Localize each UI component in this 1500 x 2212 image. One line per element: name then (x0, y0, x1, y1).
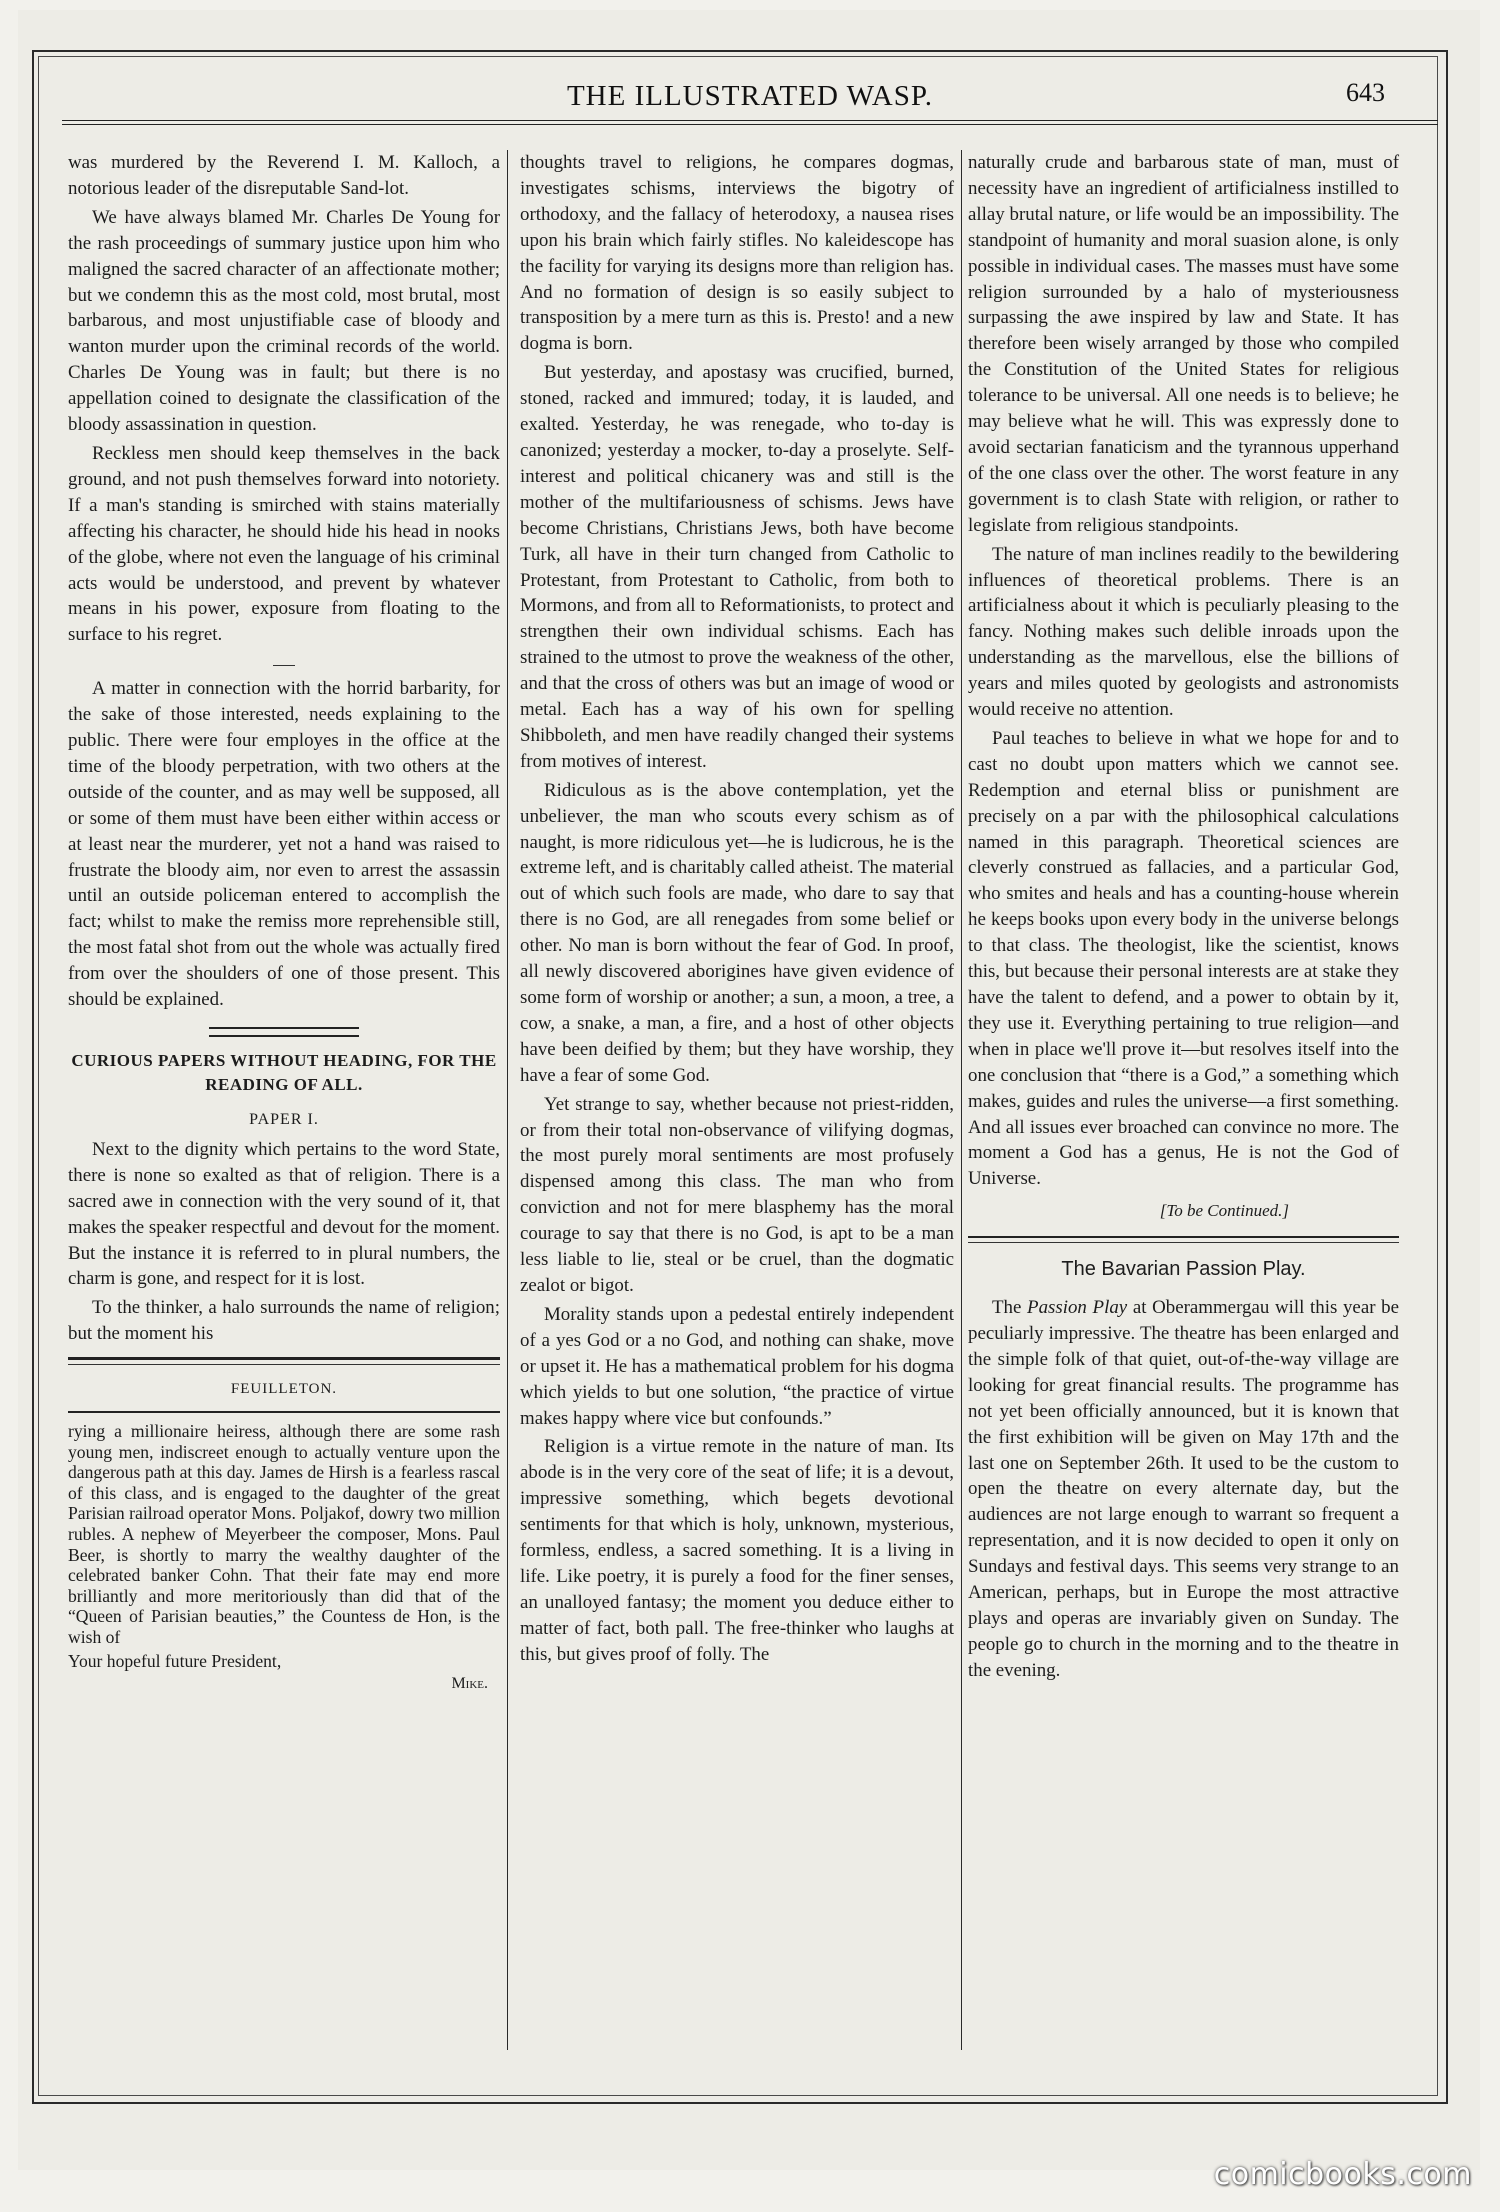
paragraph: Next to the dignity which pertains to the word State, there is none so exalted as that of religion. There is a sacred awe in connection with the very sound of it, that makes the speaker respectful and devout for the moment. But the instance it is referred to in plural numbers, the charm is gone, and respect for it is lost. (68, 1138, 500, 1290)
paragraph: But yesterday, and apostasy was crucified, burned, stoned, racked and immured; today, it is lauded, and exalted. Yesterday, he was renegade, who to-day is canonized; yesterday a mocker, to-day a proselyte. Self-interest and political chicanery was and still is the mother of the multifariousness of schisms. Jews have become Christians, Christians Jews, both have become Turk, all have in their turn changed from Catholic to Protestant, from Protestant to Catholic, from both to Mormons, and from all to Reformationists, to protect and strengthen their own individual schisms. Each has strained to the utmost to prove the weakness of the other, and that the cross of others was but an image of wood or metal. Each has a way of his own for spelling Shibboleth, and men have readily changed their systems from motives of interest. (520, 362, 954, 772)
column-divider-1 (507, 150, 508, 2050)
paragraph: A matter in connection with the horrid barbarity, for the sake of those interested, needs explaining to the public. There were four employes in the office at the time of the bloody perpetration, with two others at the outside of the counter, and as may well be supposed, all or some of them must have been either within access or at least near the murderer, yet not a hand was raised to frustrate the bloody aim, nor even to arrest the assassin until an outside policeman entered to accomplish the fact; whilst to make the remiss more reprehensible still, the most fatal shot from out the whole was actually fired from over the shoulders of one of those present. This should be explained. (68, 678, 500, 1011)
column-3 (968, 150, 1399, 1684)
short-divider (68, 652, 500, 666)
paragraph: To the thinker, a halo surrounds the name of religion; but the moment his (68, 1297, 500, 1345)
feuilleton-rule (68, 1411, 500, 1413)
paragraph: The nature of man inclines readily to the bewildering influences of theoretical problems. There is an artificialness about it which is peculiarly pleasing to the fancy. Nothing makes such delible inroads upon the understanding as the marvellous, else the billions of years and miles quoted by geologists and astronomists would receive no attention. (968, 543, 1399, 721)
paragraph: Paul teaches to believe in what we hope for and to cast no doubt upon matters which we cannot see. Redemption and eternal bliss or punishment are precisely on a par with the philosophical calculations named in this paragraph. Theoretical sciences are cleverly construed as fallacies, and a particular God, who smites and heals and has a counting-house wherein he keeps books upon every body in the universe belongs to that class. The theologist, like the scientist, knows this, but because their personal interests are at stake they have the talent to defend, and a power to obtain by it, they use it. Everything pertaining to true religion—and when in place we'll prove it—but resolves itself into the one conclusion that “there is a God,” a something which makes, guides and rules the universe—a first something. And all issues ever broached can convince no more. The moment a God has a genus, He is not the God of Universe. (968, 727, 1399, 1190)
section-heading: CURIOUS PAPERS WITHOUT HEADING, FOR THE READING OF ALL. (71, 1051, 497, 1094)
article-rule-thin (968, 1242, 1399, 1243)
page-number: 643 (1346, 78, 1385, 107)
paragraph: Religion is a virtue remote in the nature of man. Its abode is in the very core of the seat of life; it is a devout, impressive something, which begets devotional sentiments for that which is holy, unknown, mysterious, formless, endless, a sacred something. It is a living in life. Like poetry, it is purely a food for the finer senses, an unalloyed fantasy; the moment you deduce either to matter of fact, both pall. The free-thinker who laughs at this, but gives proof of folly. The (520, 1436, 954, 1665)
paragraph: Yet strange to say, whether because not priest-ridden, or from their total non-observance of vilifying dogmas, the most purely moral sentiments are most profusely dispensed among this class. The man who from conviction and not for mere blasphemy has the moral courage to say that there is no God, is apt to be a man less liable to lie, steal or be cruel, than the dogmatic zealot or bigot. (520, 1093, 954, 1296)
page-title: THE ILLUSTRATED WASP. (566, 80, 934, 112)
feuilleton-rule-thin (68, 1364, 500, 1365)
header-rule-thin (62, 124, 1438, 125)
paragraph: Reckless men should keep themselves in the back ground, and not push themselves forward into notoriety. If a man's standing is smirched with stains materially affecting his character, he should hide his head in nooks of the globe, where not even the language of his criminal acts would be understood, and prevent by whatever means in his power, exposure from floating to the surface to his regret. (68, 442, 500, 646)
article-title: The Bavarian Passion Play. (1061, 1258, 1306, 1281)
feuilleton-text: rying a millionaire heiress, although there are some rash young men, indiscreet enough to actually venture upon the dangerous path at this day. James de Hirsh is a fearless rascal of this class, and is engaged to the daughter of the great Parisian railroad operator Mons. Poljakof, dowry two million rubles. A nephew of Meyerbeer the composer, Mons. Paul Beer, is shortly to marry the wealthy daughter of the celebrated banker Cohn. That their fate may end more brilliantly and more meritoriously than did that of the “Queen of Parisian beauties,” the Countess de Hon, is the wish of (68, 1421, 500, 1647)
column-1 (68, 150, 500, 1697)
paper-label: PAPER I. (249, 1111, 319, 1128)
italic-title: Passion Play (1027, 1297, 1128, 1319)
paragraph: was murdered by the Reverend I. M. Kalloch, a notorious leader of the disreputable Sand-lot. (68, 152, 500, 199)
feuilleton-rule-top (68, 1357, 500, 1360)
feuilleton-sign-line: Your hopeful future President, (68, 1650, 282, 1671)
column-divider-2 (961, 150, 962, 2050)
feuilleton-label: FEUILLETON. (230, 1381, 338, 1398)
double-rule (209, 1027, 359, 1037)
paragraph: naturally crude and barbarous state of man, must of necessity have an ingredient of artificialness instilled to allay brutal nature, or life would be an impossibility. The standpoint of humanity and moral suasion alone, is only possible in individual cases. The masses must have some religion surrounded by a halo of mysteriousness surpassing the awe inspired by law and State. It has therefore been wisely arranged by those who compiled the Constitution of the United States for religious tolerance to be universal. All one needs is to believe; he may believe what he will. This was expressly done to avoid sectarian fanaticism and the tyrannous upperhand of the one class over the other. The worst feature in any government is to clash State with religion, or rather to legislate from religious standpoints. (968, 152, 1399, 536)
article-rule (968, 1236, 1399, 1238)
header-rule (62, 120, 1438, 121)
paragraph: Ridiculous as is the above contemplation, yet the unbeliever, the man who scouts every schism as of naught, is more ridiculous yet—he is ludicrous, he is the extreme left, and is charitably called atheist. The material out of which such fools are made, who dare to say that there is no God, are all renegades from some belief or other. No man is born without the fear of God. In proof, all newly discovered aborigines have given evidence of some form of worship or another; a sun, a moon, a tree, a cow, a snake, a man, a fire, and a host of other objects have been deified by them; but they have worship, they have a fear of some God. (520, 779, 954, 1086)
text-span: The (992, 1297, 1028, 1319)
article-body (968, 1295, 1399, 1684)
watermark: comicbooks.com (1213, 2157, 1472, 2192)
text-span: at Oberammergau will this year be peculiarly impressive. The theatre has been enlarged and the simple folk of that quiet, out-of-the-way village are looking for great financial results. The programme has not yet been officially announced, but it is known that the first exhibition will be given on May 17th and the last one on September 26th. It used to be the custom to open the theatre on every alternate day, but the audiences are not large enough to warrant so frequent a representation, and it is now decided to open it only on Sundays and festival days. This seems very strange to an American, perhaps, but in Europe the most attractive plays and operas are invariably given on Sunday. The people go to church in the morning and to the theatre in the evening. (968, 1297, 1399, 1681)
paragraph: Morality stands upon a pedestal entirely independent of a yes God or a no God, and nothing can shake, move or upset it. He has a mathematical problem for his dogma which yields to but one solution, “the practice of virtue makes happy where vice but confounds.” (520, 1303, 954, 1429)
column-2 (520, 150, 954, 1668)
paragraph: We have always blamed Mr. Charles De Young for the rash proceedings of summary justice upon him who maligned the sacred character of an affectionate mother; but we condemn this as the most cold, most brutal, most barbarous, and most unjustifiable case of bloody and wanton murder upon the criminal records of the world. Charles De Young was in fault; but there is no appellation coined to designate the classification of the bloody assassination in question. (68, 206, 500, 436)
paragraph: thoughts travel to religions, he compares dogmas, investigates schisms, interviews the bigotry of orthodoxy, and the fallacy of heterodoxy, a nausea rises upon his brain which fairly stifles. No kaleidescope has the facility for varying its designs more than religion has. And no formation of design is so easily subject to transposition by a mere turn as this is. Presto! and a new dogma is born. (520, 152, 954, 355)
to-be-continued: [To be Continued.] (1159, 1201, 1289, 1221)
feuilleton-signature: Mike. (451, 1675, 488, 1693)
